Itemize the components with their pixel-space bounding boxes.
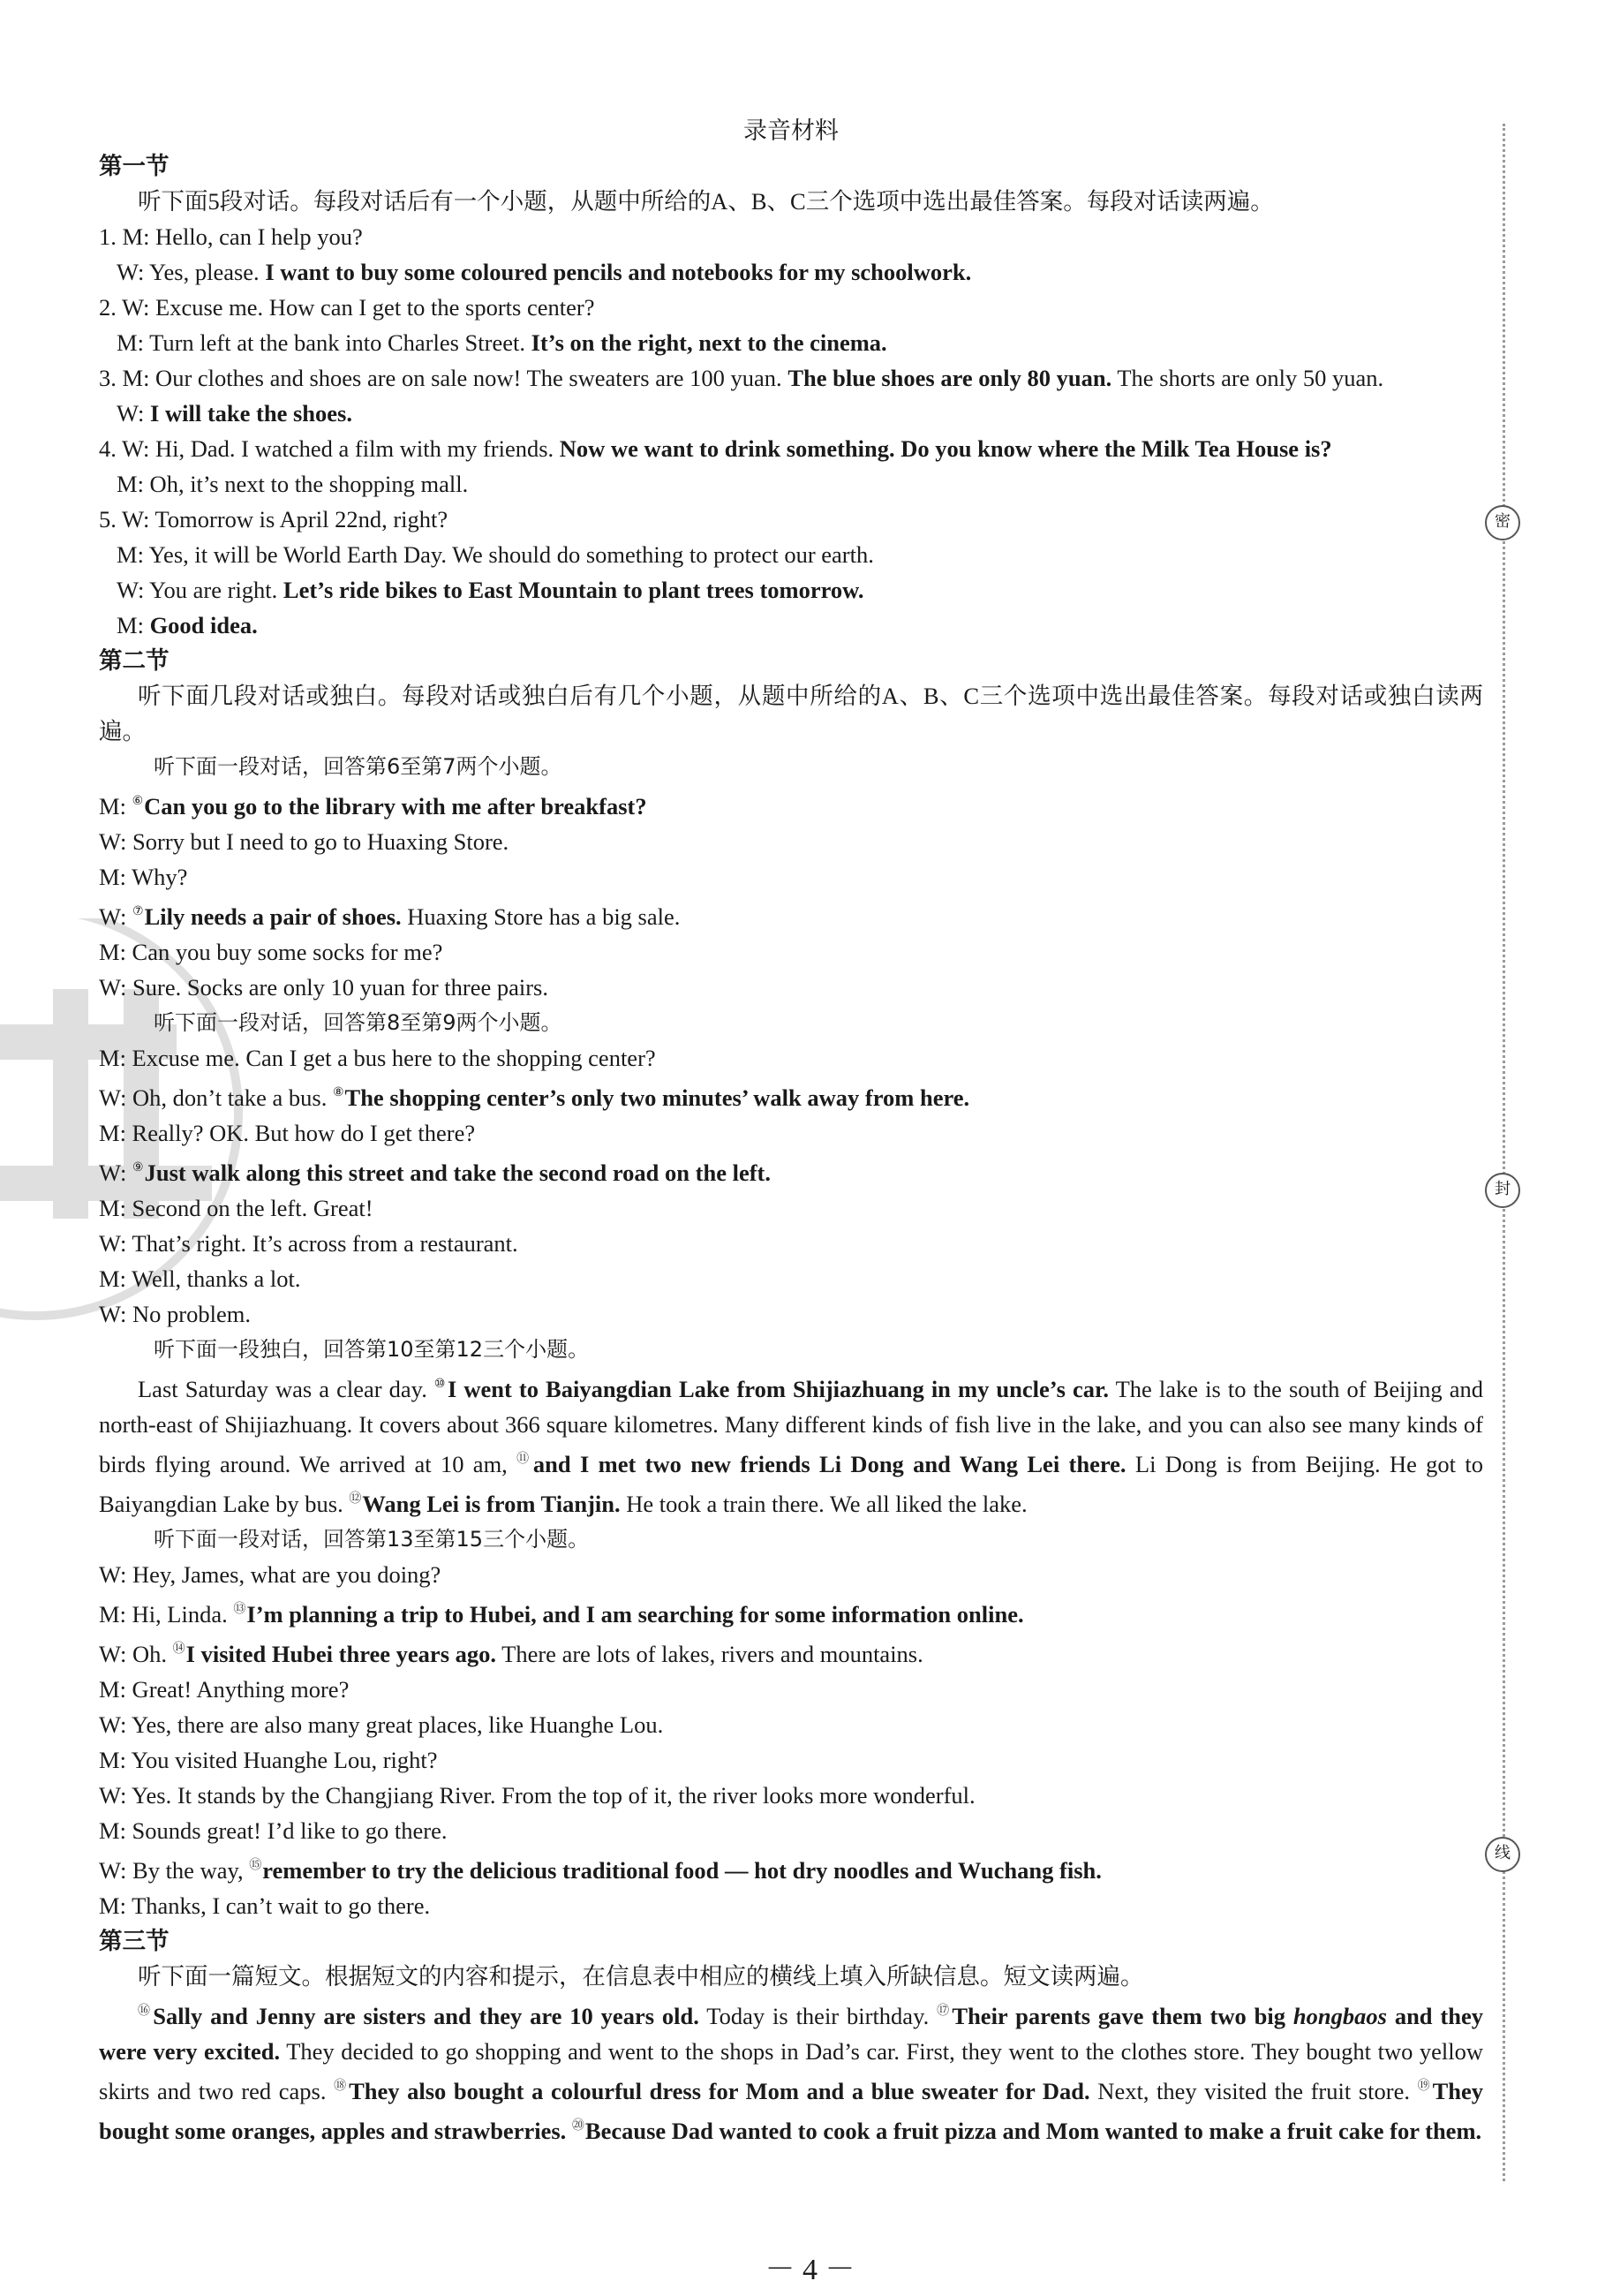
conversation-4-line-1: W: Hey, James, what are you doing? xyxy=(99,1561,441,1588)
dialogue-5-line-3: W: You are right. Let’s ride bikes to East Mountain to plant trees tomorrow. xyxy=(117,577,864,603)
conversation-4-line-3: W: Oh. ⑭I visited Hubei three years ago. There are lots of lakes, rivers and mountains. xyxy=(99,1641,923,1667)
dialogue-2-line-2: M: Turn left at the bank into Charles Street. It’s on the right, next to the cinema. xyxy=(117,329,887,356)
section-1-heading: 第一节 xyxy=(99,153,170,179)
conversation-4-line-5: W: Yes, there are also many great places, like Huanghe Lou. xyxy=(99,1711,664,1738)
dialogue-4-line-1: 4. W: Hi, Dad. I watched a film with my friends. Now we want to drink something. Do you know where the Milk Tea House is? xyxy=(99,435,1332,462)
listening-cue-13-15: 听下面一段对话，回答第13至第15三个小题。 xyxy=(154,1527,590,1552)
conversation-1-line-4: W: ⑦Lily needs a pair of shoes. Huaxing Store has a big sale. xyxy=(99,903,681,930)
conversation-2-line-6: W: That’s right. It’s across from a restaurant. xyxy=(99,1230,518,1257)
dialogue-4-line-2: M: Oh, it’s next to the shopping mall. xyxy=(117,471,469,497)
listening-cue-6-7: 听下面一段对话，回答第6至第7两个小题。 xyxy=(154,754,562,779)
margin-seal-xian: 线 xyxy=(1485,1837,1520,1872)
binding-margin-dotted-line xyxy=(1503,124,1505,2181)
section-2-instruction: 听下面几段对话或独白。每段对话或独白后有几个小题，从题中所给的A、B、C三个选项中选出最佳答案。每段对话或独白读两遍。 xyxy=(99,683,1483,744)
dialogue-3-line-2: W: I will take the shoes. xyxy=(117,400,352,427)
conversation-1-line-6: W: Sure. Socks are only 10 yuan for three pairs. xyxy=(99,974,548,1001)
conversation-4-line-10: M: Thanks, I can’t wait to go there. xyxy=(99,1892,431,1919)
conversation-2-line-8: W: No problem. xyxy=(99,1301,251,1327)
monologue-paragraph: Last Saturday was a clear day. ⑩I went to Baiyangdian Lake from Shijiazhuang in my uncle’s car. The lake is to the south of Beijing and north-east of Shijiazhuang. It covers about 366 square kilometres. Many different kinds of fish live in the lake, and you can also see many kinds of birds flying around. We arrived at 10 am, ⑪and I met two new friends Li Dong and Wang Lei there. Li Dong is from Beijing. He got to Baiyangdian Lake by bus. ⑫Wang Lei is from Tianjin. He took a train there. We all liked the lake. xyxy=(99,1376,1484,1517)
document-body xyxy=(99,113,1483,2149)
dialogue-5-line-2: M: Yes, it will be World Earth Day. We should do something to protect our earth. xyxy=(117,541,874,568)
conversation-2-line-1: M: Excuse me. Can I get a bus here to the shopping center? xyxy=(99,1045,656,1071)
listening-cue-8-9: 听下面一段对话，回答第8至第9两个小题。 xyxy=(154,1010,562,1035)
section-3-heading: 第三节 xyxy=(99,1928,170,1954)
section-1-instruction: 听下面5段对话。每段对话后有一个小题，从题中所给的A、B、C三个选项中选出最佳答案。每段对话读两遍。 xyxy=(138,188,1274,215)
margin-seal-mi: 密 xyxy=(1485,505,1520,540)
page-number: － 4 － xyxy=(765,2254,855,2286)
conversation-4-line-2: M: Hi, Linda. ⑬I’m planning a trip to Hubei, and I am searching for some information online. xyxy=(99,1601,1024,1628)
conversation-1-line-5: M: Can you buy some socks for me? xyxy=(99,939,443,965)
section-3-instruction: 听下面一篇短文。根据短文的内容和提示，在信息表中相应的横线上填入所缺信息。短文读两遍。 xyxy=(138,1963,1144,1990)
dialogue-1-line-1: 1. M: Hello, can I help you? xyxy=(99,223,363,250)
conversation-1-line-2: W: Sorry but I need to go to Huaxing Store. xyxy=(99,828,509,855)
conversation-4-line-4: M: Great! Anything more? xyxy=(99,1676,350,1703)
dialogue-1-line-2: W: Yes, please. I want to buy some coloured pencils and notebooks for my schoolwork. xyxy=(117,259,972,285)
passage-paragraph: ⑯Sally and Jenny are sisters and they are 10 years old. Today is their birthday. ⑰Their parents gave them two big hongbaos and they were very excited. They decided to go shopping and went to the shops in Dad’s car. First, they went to the clothes store. They bought two yellow skirts and two red caps. ⑱They also bought a colourful dress for Mom and a blue sweater for Dad. Next, they visited the fruit store. ⑲They bought some oranges, apples and strawberries. ⑳Because Dad wanted to cook a fruit pizza and Mom wanted to make a fruit cake for them. xyxy=(99,2003,1484,2144)
conversation-1-line-3: M: Why? xyxy=(99,864,188,890)
conversation-2-line-4: W: ⑨Just walk along this street and take the second road on the left. xyxy=(99,1159,771,1186)
conversation-2-line-2: W: Oh, don’t take a bus. ⑧The shopping center’s only two minutes’ walk away from here. xyxy=(99,1084,970,1111)
dialogue-5-line-1: 5. W: Tomorrow is April 22nd, right? xyxy=(99,506,448,532)
section-2-heading: 第二节 xyxy=(99,647,170,674)
dialogue-2-line-1: 2. W: Excuse me. How can I get to the sports center? xyxy=(99,294,595,321)
conversation-2-line-3: M: Really? OK. But how do I get there? xyxy=(99,1120,476,1146)
margin-seal-feng: 封 xyxy=(1485,1173,1520,1208)
conversation-4-line-6: M: You visited Huanghe Lou, right? xyxy=(99,1747,438,1773)
conversation-4-line-8: M: Sounds great! I’d like to go there. xyxy=(99,1817,448,1844)
dialogue-5-line-4: M: Good idea. xyxy=(117,612,258,638)
dialogue-3-line-1: 3. M: Our clothes and shoes are on sale now! The sweaters are 100 yuan. The blue shoes are only 80 yuan. The shorts are only 50 yuan. xyxy=(99,365,1384,391)
conversation-4-line-7: W: Yes. It stands by the Changjiang River. From the top of it, the river looks more wonderful. xyxy=(99,1782,976,1809)
conversation-4-line-9: W: By the way, ⑮remember to try the delicious traditional food — hot dry noodles and Wuchang fish. xyxy=(99,1857,1102,1884)
conversation-1-line-1: M: ⑥Can you go to the library with me after breakfast? xyxy=(99,793,647,819)
listening-cue-10-12: 听下面一段独白，回答第10至第12三个小题。 xyxy=(154,1337,590,1362)
page-title: 录音材料 xyxy=(743,117,839,144)
conversation-2-line-7: M: Well, thanks a lot. xyxy=(99,1265,301,1292)
conversation-2-line-5: M: Second on the left. Great! xyxy=(99,1195,373,1221)
